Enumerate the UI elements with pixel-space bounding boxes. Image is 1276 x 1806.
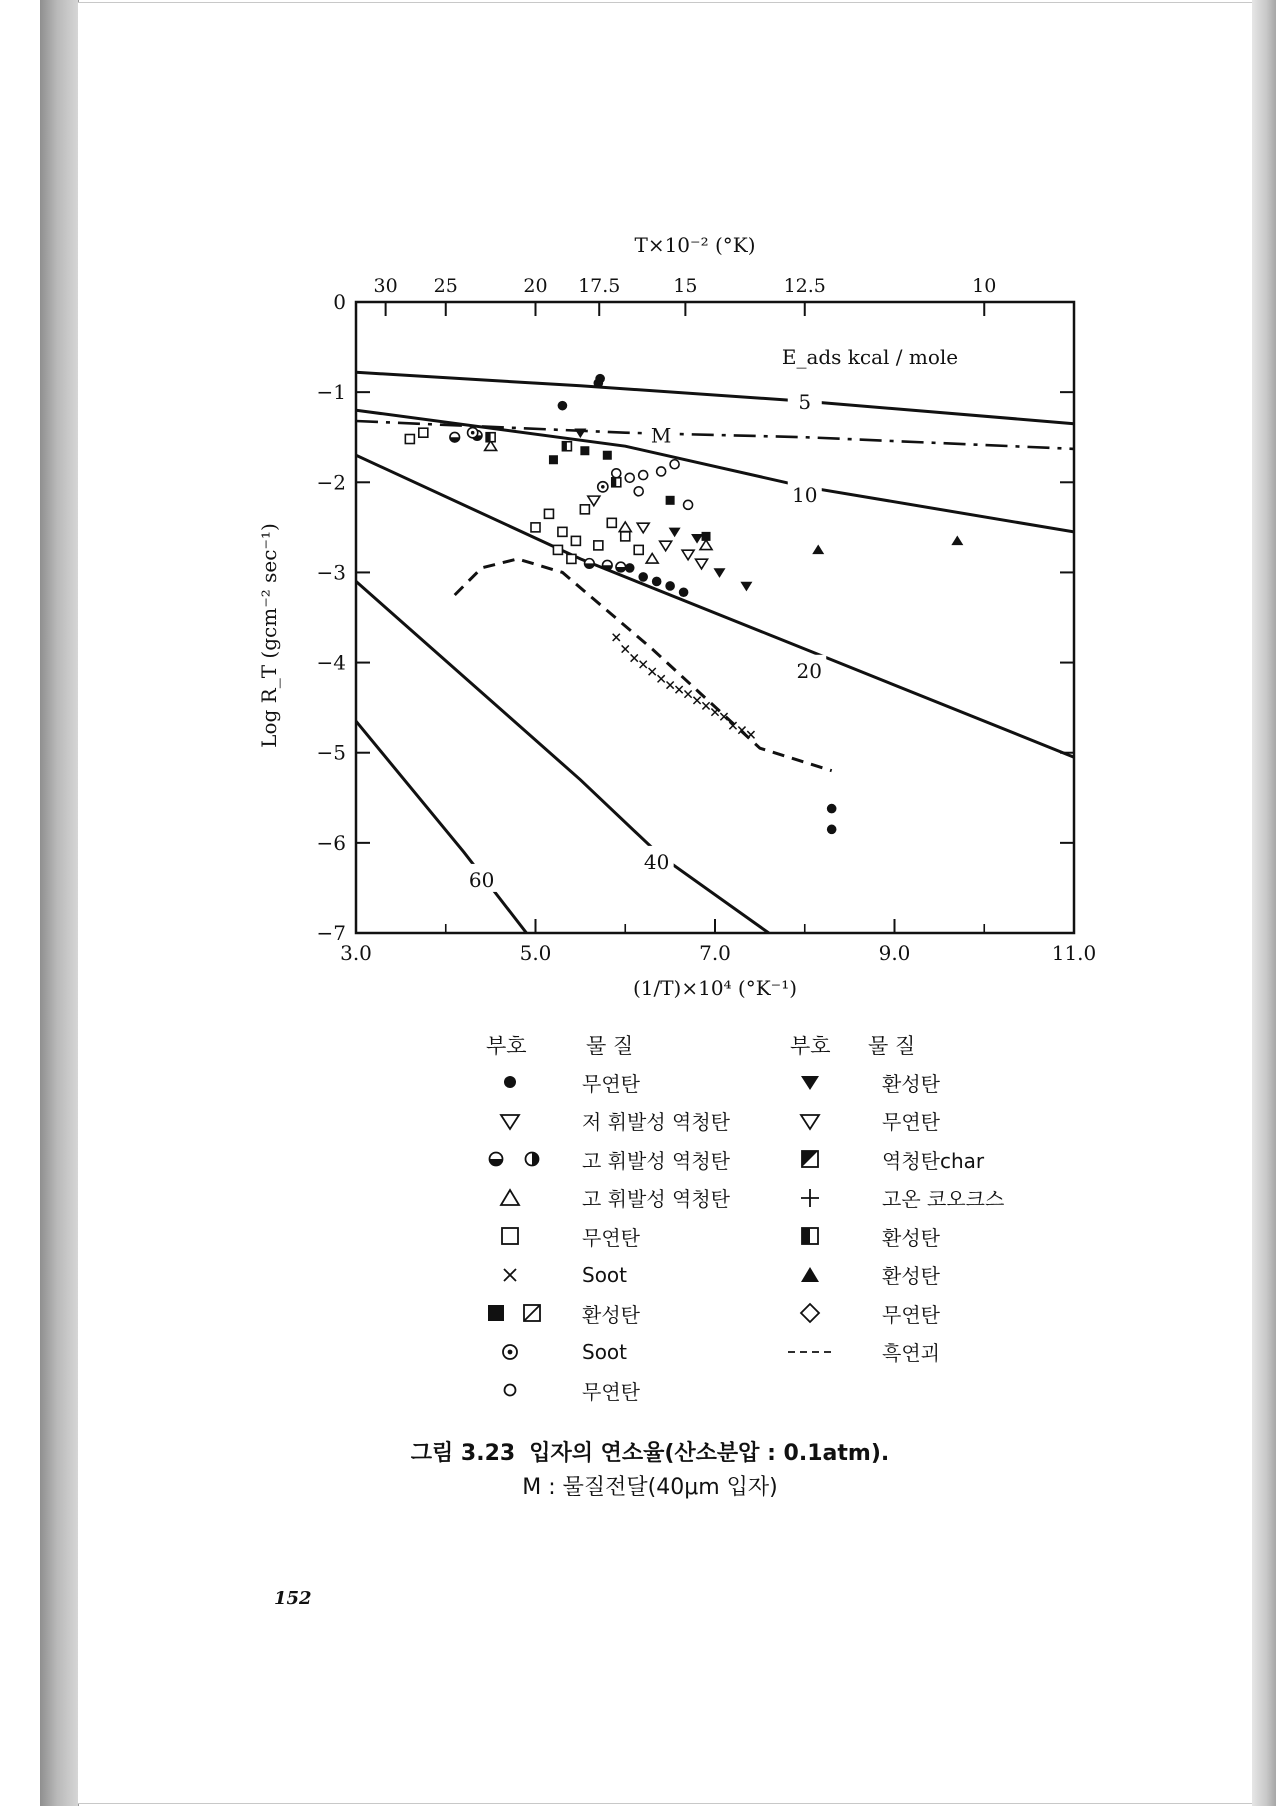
legend-row-right [782, 1261, 940, 1289]
top-tick-label: 12.5 [783, 275, 826, 297]
data-point-open-triangle-up [619, 522, 631, 532]
legend-symbol [482, 1184, 582, 1212]
legend-row-left [482, 1184, 730, 1212]
data-point-cross [747, 731, 754, 738]
data-point-open-square [558, 527, 567, 536]
data-point-open-square [607, 518, 616, 527]
legend-row-left [482, 1068, 640, 1096]
legend-symbol-half-square [802, 1228, 818, 1244]
data-point-open-triangle-up [700, 540, 712, 550]
legend-symbol [782, 1222, 882, 1250]
legend-row-right [782, 1145, 984, 1173]
legend-symbol [782, 1068, 882, 1096]
legend-symbol [782, 1184, 882, 1212]
legend-symbol [782, 1261, 882, 1289]
data-point-half-square [562, 442, 567, 451]
legend-symbol-filled-triangle-down [801, 1076, 819, 1090]
y-tick-label: 0 [333, 290, 346, 314]
data-point-cross [676, 686, 683, 693]
data-point-filled-circle [638, 572, 648, 582]
data-point-cross [658, 675, 665, 682]
data-point-filled-triangle-down [740, 582, 752, 592]
legend-row-left [482, 1222, 640, 1250]
legend-symbol-half-circle-right [526, 1153, 539, 1166]
legend-symbol [482, 1145, 582, 1173]
legend-symbol-open-diamond [801, 1304, 819, 1322]
data-point-open-square [634, 545, 643, 554]
data-point-cross [667, 682, 674, 689]
legend-header-material-left: 물 질 [586, 1034, 634, 1058]
figure-caption-line1 [300, 1436, 1000, 1467]
x-tick-label: 7.0 [699, 941, 731, 965]
data-point-filled-square [603, 451, 612, 460]
data-point-cross [622, 645, 629, 652]
legend-symbol-filled-circle [504, 1076, 516, 1088]
data-point-filled-circle [679, 587, 689, 597]
legend-symbol [782, 1299, 882, 1327]
y-tick-label: −7 [316, 921, 346, 945]
legend-header-symbol-right: 부호 [790, 1034, 831, 1058]
legend-symbol [782, 1107, 882, 1135]
x-tick-label: 11.0 [1051, 941, 1097, 965]
legend-material-label: 무연탄 [582, 1225, 640, 1250]
data-point-open-square [567, 554, 576, 563]
data-point-cross [693, 697, 700, 704]
data-point-filled-circle [827, 804, 837, 814]
data-point-open-triangle-down [682, 550, 694, 560]
data-point-dotted-circle [471, 431, 475, 435]
data-point-cross [640, 661, 647, 668]
data-point-open-circle [684, 500, 693, 509]
top-tick-label: 25 [433, 275, 458, 297]
data-point-open-square [405, 435, 414, 444]
data-point-open-circle [612, 469, 621, 478]
y-tick-label: −6 [316, 830, 346, 855]
legend-row-left [482, 1261, 627, 1289]
data-point-open-triangle-down [696, 559, 708, 569]
y-tick-label: −2 [316, 470, 346, 495]
legend-row-left [482, 1338, 627, 1366]
legend-material-label: 무연탄 [582, 1379, 640, 1404]
data-point-filled-triangle-up [812, 544, 824, 554]
data-point-filled-circle [625, 563, 635, 573]
legend-row-right [782, 1222, 940, 1250]
data-point-open-square [580, 505, 589, 514]
data-point-filled-circle [665, 581, 675, 591]
y-tick-label: −4 [316, 650, 346, 675]
top-tick-label: 20 [523, 275, 548, 297]
data-point-open-square [531, 523, 540, 532]
data-point-open-circle [670, 460, 679, 469]
data-point-filled-triangle-down [691, 534, 703, 544]
curve-label-20: 20 [796, 658, 822, 683]
data-point-open-circle [625, 473, 634, 482]
legend-material-label: 역청탄char [882, 1148, 985, 1173]
data-point-cross [613, 634, 620, 641]
data-point-filled-triangle-down [713, 568, 725, 578]
legend-material-label: 고 휘발성 역청탄 [582, 1148, 730, 1173]
figure-caption-line2 [300, 1470, 1000, 1501]
data-point-half-square [486, 433, 491, 442]
data-point-cross [631, 654, 638, 661]
legend-symbol [482, 1299, 582, 1327]
legend-symbol-open-square [502, 1228, 518, 1244]
legend-material-label: 흑연괴 [882, 1341, 940, 1365]
legend-symbol [482, 1222, 582, 1250]
data-point-half-square [612, 478, 617, 487]
legend-header-symbol-left: 부호 [486, 1034, 527, 1058]
curve-label-40: 40 [643, 849, 670, 874]
legend-symbol [782, 1145, 882, 1173]
legend-row-left [482, 1107, 730, 1135]
legend-material-label: 고온 코오크스 [882, 1187, 1005, 1211]
y-tick-label: −5 [316, 740, 346, 765]
data-point-open-circle [657, 467, 666, 476]
data-point-open-square [621, 532, 630, 541]
data-point-filled-square [702, 532, 711, 541]
legend-symbol-half-circle-bottom [490, 1153, 503, 1166]
legend-material-label: Soot [582, 1339, 628, 1364]
top-tick-label: 10 [972, 275, 997, 297]
top-axis-label: T×10⁻² (°K) [634, 233, 756, 257]
data-point-open-circle [639, 471, 648, 480]
legend-row-left [482, 1299, 640, 1327]
legend-row-left [482, 1145, 730, 1173]
legend-symbol-plus [801, 1189, 819, 1207]
data-point-open-triangle-up [646, 554, 658, 564]
data-point-filled-triangle-down [669, 528, 681, 538]
legend-material-label: 환성탄 [882, 1264, 940, 1288]
legend-symbol [482, 1107, 582, 1135]
x-tick-label: 3.0 [340, 941, 372, 965]
energy-curve-40 [356, 581, 769, 933]
data-point-open-square [419, 428, 428, 437]
legend-material-label: 환성탄 [582, 1302, 640, 1327]
y-tick-label: −1 [316, 380, 346, 405]
legend-material-label: 무연탄 [882, 1302, 940, 1327]
legend-header-material-right: 물 질 [868, 1034, 916, 1058]
legend-material-label: 환성탄 [882, 1225, 940, 1250]
curve-label-10: 10 [792, 483, 818, 508]
x-axis-label: (1/T)×10⁴ (°K⁻¹) [632, 976, 798, 1000]
curve-label-M: M [650, 423, 672, 448]
data-point-cross [711, 709, 718, 716]
caption-text-1: 입자의 연소율(산소분압 : 0.1atm). [529, 1441, 890, 1466]
legend-material-label: 무연탄 [582, 1071, 640, 1096]
legend-row-left [482, 1376, 640, 1404]
data-point-cross [702, 702, 709, 709]
x-tick-label: 9.0 [878, 941, 911, 965]
legend-symbol [482, 1261, 582, 1289]
legend-material-label: 환성탄 [882, 1071, 940, 1096]
data-point-open-triangle-down [637, 523, 649, 533]
page-number: 152 [274, 1588, 312, 1609]
data-point-filled-square [666, 496, 675, 505]
data-point-open-square [553, 545, 562, 554]
figure-number: 그림 3.23 [410, 1441, 516, 1466]
data-point-open-triangle-down [660, 541, 672, 551]
energy-curve-5 [356, 372, 1074, 423]
legend-symbol-slashed-square [524, 1305, 540, 1321]
data-point-filled-square [549, 455, 558, 464]
curve-label-5: 5 [798, 390, 812, 415]
data-point-filled-triangle-up [951, 535, 963, 545]
legend-material-label: Soot [582, 1262, 628, 1287]
legend-row-right [782, 1068, 940, 1096]
legend-symbol [482, 1376, 582, 1404]
legend-row-right [782, 1107, 940, 1135]
legend-symbol-open-triangle-down [801, 1115, 819, 1129]
top-tick-label: 15 [673, 275, 698, 297]
legend-symbol [482, 1338, 582, 1366]
legend-symbol-dotted-circle [503, 1345, 517, 1359]
data-point-dotted-circle [601, 485, 605, 489]
legend-symbol-small-open-circle [505, 1385, 516, 1396]
legend-symbol-filled-square [488, 1305, 504, 1321]
top-tick-label: 30 [373, 275, 398, 297]
y-tick-label: −3 [316, 560, 346, 585]
data-point-filled-circle [827, 825, 837, 835]
y-axis-label: Log R_T (gcm⁻² sec⁻¹) [257, 523, 281, 748]
legend-row-right [782, 1299, 940, 1327]
legend-symbol [782, 1338, 882, 1366]
legend-row-right [782, 1338, 940, 1366]
legend-symbol-filled-triangle-up [801, 1267, 819, 1282]
legend-symbol-diag-half-square [802, 1151, 818, 1167]
data-point-open-square [571, 536, 580, 545]
legend-row-right [782, 1184, 1004, 1212]
legend-symbol-cross [504, 1269, 516, 1281]
data-point-filled-circle [595, 374, 605, 384]
curve-group [356, 372, 1074, 933]
data-point-filled-square [580, 446, 589, 455]
legend-material-label: 저 휘발성 역청탄 [582, 1110, 730, 1134]
data-point-open-square [544, 509, 553, 518]
legend-symbol [482, 1068, 582, 1096]
legend-material-label: 고 휘발성 역청탄 [582, 1187, 730, 1211]
energy-curve-60 [356, 721, 527, 933]
energy-curve-10 [356, 410, 1074, 532]
data-point-filled-triangle-down [574, 429, 586, 439]
data-point-filled-circle [652, 577, 662, 587]
data-point-filled-circle [558, 401, 568, 411]
caption-text-2: M : 물질전달(40μm 입자) [522, 1475, 778, 1500]
legend-symbol-open-triangle-up [501, 1190, 519, 1205]
data-point-open-square [594, 541, 603, 550]
top-tick-label: 17.5 [578, 275, 621, 297]
legend-symbol-open-triangle-down [501, 1115, 519, 1129]
data-point-cross [684, 691, 691, 698]
data-point-cross [649, 668, 656, 675]
data-point-open-circle [634, 487, 643, 496]
curve-label-60: 60 [468, 867, 495, 892]
energy-parameter-title: E_ads kcal / mole [781, 345, 959, 369]
legend-material-label: 무연탄 [882, 1110, 940, 1134]
x-tick-label: 5.0 [519, 941, 552, 965]
plot-frame [356, 302, 1074, 933]
